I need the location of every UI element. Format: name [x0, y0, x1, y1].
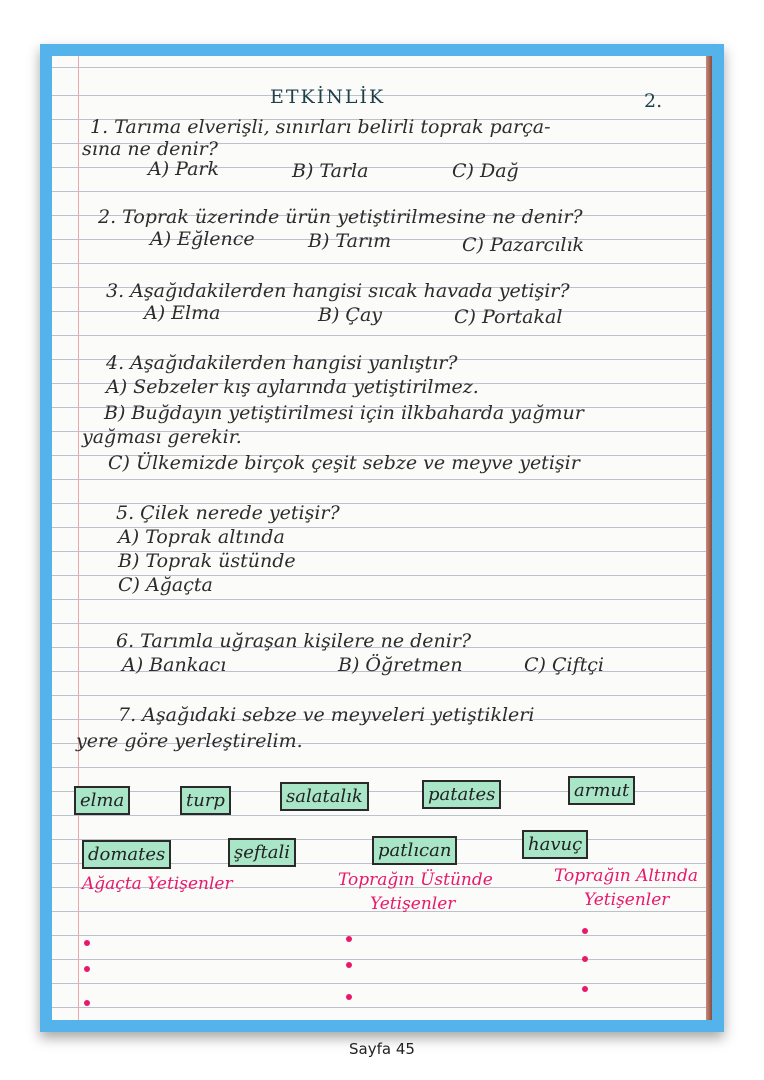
word-box-patlican: patlıcan — [372, 836, 457, 865]
question-3-option-a: A) Elma — [144, 302, 221, 324]
bullet-dot — [346, 994, 352, 1000]
word-box-salatalik: salatalık — [280, 782, 369, 811]
word-box-seftali: şeftali — [228, 838, 296, 867]
question-3-option-b: B) Çay — [318, 304, 383, 326]
page-number: 2. — [644, 90, 663, 112]
question-4-option-c: C) Ülkemizde birçok çeşit sebze ve meyve yetişir — [108, 452, 580, 474]
question-3-line1: 3. Aşağıdakilerden hangisi sıcak havada yetişir? — [106, 280, 570, 302]
category-agacta: Ağaçta Yetişenler — [82, 874, 233, 894]
question-6-option-a: A) Bankacı — [122, 654, 227, 676]
category-toprak-ustu-line1: Toprağın Üstünde — [338, 870, 493, 890]
page-frame — [40, 44, 724, 1032]
question-5-option-b: B) Toprak üstünde — [118, 550, 296, 572]
question-2-option-c: C) Pazarcılık — [462, 234, 585, 256]
bullet-dot — [84, 1000, 90, 1006]
question-2-option-a: A) Eğlence — [150, 228, 255, 250]
category-toprak-alti-line1: Toprağın Altında — [554, 866, 699, 886]
question-6-option-b: B) Öğretmen — [338, 654, 463, 676]
question-1-line1: 1. Tarıma elverişli, sınırları belirli toprak parça- — [90, 116, 551, 138]
notebook-spine — [706, 56, 712, 1020]
question-4-option-a: A) Sebzeler kış aylarında yetiştirilmez. — [106, 376, 479, 398]
question-7-line2: yere göre yerleştirelim. — [76, 730, 303, 752]
word-box-havuc: havuç — [522, 830, 588, 859]
page-footer: Sayfa 45 — [349, 1040, 415, 1058]
question-4-line1: 4. Aşağıdakilerden hangisi yanlıştır? — [106, 352, 458, 374]
question-6-line1: 6. Tarımla uğraşan kişilere ne denir? — [116, 630, 472, 652]
question-2-option-b: B) Tarım — [308, 230, 392, 252]
question-4-option-b-cont: yağması gerekir. — [82, 426, 242, 448]
question-1-option-b: B) Tarla — [292, 160, 369, 182]
question-1-line2: sına ne denir? — [82, 138, 218, 160]
word-box-turp: turp — [180, 786, 231, 815]
bullet-dot — [582, 956, 588, 962]
bullet-dot — [84, 940, 90, 946]
bullet-dot — [582, 986, 588, 992]
question-3-option-c: C) Portakal — [454, 306, 563, 328]
notebook-paper — [52, 56, 712, 1020]
category-toprak-ustu-line2: Yetişenler — [370, 894, 456, 914]
question-5-line1: 5. Çilek nerede yetişir? — [116, 502, 340, 524]
bullet-dot — [84, 966, 90, 972]
question-1-option-c: C) Dağ — [452, 160, 519, 182]
question-1-option-a: A) Park — [148, 158, 220, 180]
word-box-elma: elma — [74, 786, 130, 815]
bullet-dot — [582, 928, 588, 934]
word-box-armut: armut — [568, 776, 635, 805]
question-6-option-c: C) Çiftçi — [524, 654, 604, 676]
word-box-patates: patates — [422, 780, 501, 809]
category-toprak-alti-line2: Yetişenler — [584, 890, 670, 910]
word-box-domates: domates — [82, 840, 171, 869]
worksheet-title: ETKİNLİK — [270, 86, 386, 108]
question-4-option-b: B) Buğdayın yetiştirilmesi için ilkbaharda yağmur — [104, 402, 584, 424]
question-5-option-c: C) Ağaçta — [118, 574, 213, 596]
bullet-dot — [346, 936, 352, 942]
margin-line — [78, 56, 79, 1020]
question-2-line1: 2. Toprak üzerinde ürün yetiştirilmesine ne denir? — [98, 206, 583, 228]
question-7-line1: 7. Aşağıdaki sebze ve meyveleri yetiştikleri — [118, 704, 535, 726]
bullet-dot — [346, 962, 352, 968]
question-5-option-a: A) Toprak altında — [118, 526, 285, 548]
